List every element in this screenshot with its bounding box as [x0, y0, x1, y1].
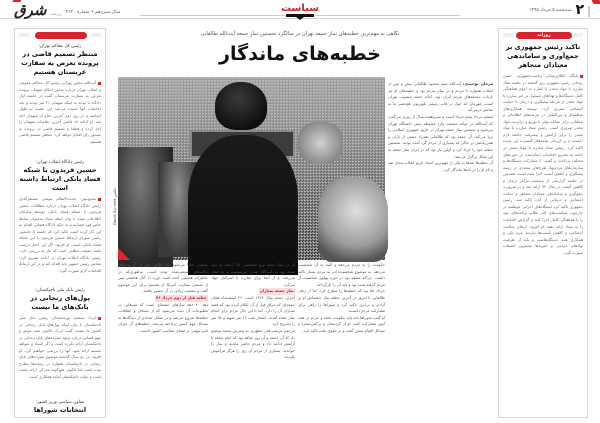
dot-pattern	[19, 33, 29, 37]
photo-credit-name: David Burnett	[112, 198, 117, 225]
news-item[interactable]	[19, 287, 101, 395]
news-item[interactable]	[19, 159, 101, 288]
article-paragraph: آن خطبه‌ها بعدها به یکی از مهم‌ترین اسناد تاریخ انقلاب تبدیل شد و نام او را در یادها ماندگار کرد.	[388, 160, 493, 172]
bullet-icon	[98, 198, 101, 201]
news-kicker: رئیس دادگاه انقلاب تهران:	[35, 160, 85, 165]
news-body	[19, 80, 101, 144]
news-headline[interactable]: انتخابات شوراها	[33, 406, 87, 414]
section-pointer-icon	[296, 17, 304, 20]
article-paragraph: آن در نماز جمعه تیرو شخصیتی که ازنجف به خود بسته بود به آیت‌الله مدنی می‌پیوست و به لبنان می‌رفت و از آنجا برای مبارزه با اسرائیل جهاد می‌کرد.	[211, 262, 295, 287]
bullet-icon	[98, 82, 101, 85]
date: سه‌شنبه ۵ مرداد ۱۳۹۵	[528, 7, 572, 13]
dot-pattern	[573, 33, 583, 37]
box-badge: روزانه	[516, 32, 572, 39]
masthead	[14, 1, 120, 18]
news-item[interactable]	[19, 43, 101, 144]
article-paragraph: عمومی فضا می‌شود. اما ظاهرا قبل از آن به‌خاطر حالت‌های منتشرشده بوده است. به‌طوری‌که در خاطرات هاشمی آمده است دوره ۱۱ آبان هاشمی پس از تسخیر سفارت آمریکا از تصمیم برای این موضوع گفت و جمعیت زیادی در آن حضور یافتند.	[118, 262, 208, 294]
article-column	[298, 262, 385, 418]
article-paragraph: ششم مرداد پنجم مرداد است و سی‌وهفت سال از روزی می‌گذرد که آیت‌الله در میانه جمعیت وارد محوطه چمن دانشگاه تهران می‌شود و نخستین نماز جمعه تهران در تاریخ جمهوری اسلامی را برپا می‌کند. آن جمعه بود که طالقانی همراه جمعی از یاران و همرزمانش در حالی که بسیاری از مردم گرد آمده بودند، نخستین خطبه خود را ایراد کرد و اولین بار بود که در ایران نماز جمعه به این شکل برگزار می‌شد.	[388, 113, 493, 159]
article-column	[211, 262, 295, 418]
photo-speaker-turban	[215, 82, 267, 130]
article-subheading: نماز جمعه بمباران	[259, 288, 294, 294]
article-paragraph: دهه ۷۰ دهه سازهای جمعه‌ای است که تیترهایی در مطبوعات آن دیده می‌شود که از مسائل و اتفاقات، خطبه‌ها شروع می‌شد و در مقابل تعدادی از دیدگاه‌ها به مسائل مهم کشور پرداخته می‌شد. خطبه‌های آن دوران تاثیر مهمی بر فضای سیاسی کشور داشت.	[118, 301, 208, 333]
news-body-text: بسیج‌نیوز: حجت‌الاسلام موسی غضنفرآبادی رئیس دادگاه انقلاب تهران درباره مطالبات حسین فریدون با شبکه فساد بانکی توسط سازمان اطلاعات سپاه با بیان اینکه سپاه به‌عنوان ضابط خاص قوه قضاییه و به حکم دادگاه قضایی اقدام به این کار کرده است تاکید کرد که جلسه با جانشین رئیس شورای ارتباط حسین فریدون با این شبکه فساد بانکی است. او افزود: اگر این اخبار درست باشد حقیقت مطلبی است که نیاز به بررسی دارد. رئیس دادگاه انقلاب تهران در ادامه تصریح کرد: شخص رئیس جمهور باید اقدام کند و در این ارتباط اقدامات لازم صورت گیرد.	[19, 196, 101, 274]
page-info	[529, 2, 584, 18]
article-paragraph: خرداد ۵۸ بود که خطبه‌ها را مطرح کرد. اما از زمان طالقانی تا امروز در آخرین خطبه نماز جمعه‌اش او بر آزادی و برابری تاکید کرد و شوراها را راهی برای مشارکت مردم دانست.	[298, 288, 385, 314]
header-divider	[588, 6, 590, 17]
article-deck: نگاهی به مهم‌ترین خطبه‌های نماز جمعه تهران در سالگرد نخستین نماز جمعه آیت‌الله طالقانی	[200, 31, 400, 37]
news-body	[503, 73, 583, 423]
article-author: مرجان توحیدی:	[462, 81, 493, 86]
news-headline[interactable]: حسین فریدون با شبکه فساد بانکی ارتباط داشته است	[19, 166, 101, 192]
article-subheading: خطبه قبل از دوم خرداد ۷۶	[155, 294, 207, 300]
news-headline[interactable]: تاکید رئیس جمهوری بر جمع‌آوری و ساماندهی معتادان متجاهر	[505, 43, 581, 69]
news-kicker: رئیس کل محاکم تهران:	[38, 44, 82, 49]
section-title: سیاست	[280, 3, 320, 14]
news-item[interactable]	[19, 399, 101, 418]
news-item[interactable]	[503, 43, 583, 423]
news-body-text: آیت‌الله عباس پورابی رئیس کل محاکم عمومی و انقلاب تهران درباره صدور احکام متهمان پرونده تعرض به سفارت عربستان گفت در جلسه اول دادگاه با توجه به اینکه متهمان ۴۱ نفر بودند و باید دفاعیات آنها شنیده می‌شد این جلسه به طول انجامید و در روز دوم آخرین دفاع از متهمان اخذ شد. او ادامه داد قاضی آخرین دفاعیات متهمان را اخذ کرده و قطعا و تصمیم قاضی در پرونده به تصدور رای اقدام خواهد کرد. منتظر تصمیم قاضی هستیم.	[19, 80, 101, 144]
paragraph-text: آیت‌الله سید محمود طالقانی پیش و پس از انقلاب همواره با مردم و در میان مردم بود و خطبه‌های او نیز بازتاب دغدغه‌های مردم ایران بود. امام جمعه منصوب تهران است، چهره‌ای که اینک در قاب رسمی تلویزیون هم‌عصر ما به نمایش درمی‌آید.	[388, 81, 493, 113]
news-headline[interactable]: پول‌های زنجانی در بانک‌های ما نیست	[30, 294, 90, 311]
article-paragraph: حکومت را به مردم می‌دهد و البته به آن شخصیت می‌دهد. به موضوع شخصیت‌دادن به مردم بسیار تاکید داشت. چراکه معتقد بود در دوره پهلوی شخصیت از مردم گرفته شده بود و باید آن را بازگرداند.	[298, 262, 385, 287]
issue-info: سال سیزدهم • شماره ۲۶۲۰	[65, 10, 121, 15]
news-kicker: معاون سیاسی وزیر کشور:	[35, 400, 85, 405]
article-column	[118, 262, 208, 418]
news-body-text: ایرنا: جمشید نورمحمداف رئیس بانک ملی تاجیکستان با بیان اینکه پول‌های بابک زنجانی در کشور ما نیست گفت ایران تاکنون سند موثق و مهم قضایی درباره وجود سپرده‌های بابک زنجانی در تاجیکستان ارائه نکرده است و اگر اسناد و شواهد مستند ارائه شود آنها را بررسی خواهیم کرد. او افزود: در دو سال گذشته موضوع سپرده‌های بابک زنجانی در تاجیکستان همواره در رسانه‌ها مطرح بوده است اما تاکنون هیچ‌گونه مدرکی ارائه نشده است و دولت تاجیکستان آماده همکاری است.	[19, 315, 101, 379]
news-body-text: پایگاه اطلاع‌رسانی ریاست‌جمهوری: حسن روحانی رئیس جمهوری روز گذشته در جلسه ستاد مبارزه با مواد مخدر با اشاره به لزوم هماهنگی کامل دستگاه‌ها و نهادهای مسئول در امر مبارزه با مواد مخدر از مرحله پیشگیری و درمان تا حمایت اجتماعی تصریح کرد: توسعه همکاری‌های منطقه‌ای و بین‌المللی در عرصه‌های اطلاعاتی و عملیاتی برای مقابله مؤثر با توزیع و ترانزیت مواد مخدر ضروری است. رئیس ستاد مبارزه با مواد مخدر را برای آرامش و پیشرفت جامعه لازم دانست و بر ارزیابی پیامدهای گسترده این پدیده تاکید کرد. رئیس ستاد مبارزه با مواد مخدر در ادامه به تشریح اقدامات انجام‌شده در حوزه‌های مختلف پرداخت و گفت: با مشارکت دستگاه‌ها و سازمان‌های مردم‌نهاد طرح‌های متعددی در زمینه پیشگیری و کاهش آسیب اجرا شده است. همچنین در جلسه گزارشی از وضعیت مراکز درمان و کاهش آسیب در سال ۹۴ ارائه شد و بر ضرورت جمع‌آوری و ساماندهی معتادان متجاهر و حمایت اجتماعی و درمانی از آنان تاکید شد. رئیس جمهوری تاکید کرد دستگاه‌های اجرایی موظفند در چارچوب سیاست‌های کلی نظام، برنامه‌های خود را با هماهنگی کامل اجرا کنند و گزارش اقدامات را به ستاد ارائه دهند. او افزود: ارتقای سلامت اجتماعی و کاهش آسیب‌ها نیازمند عزم ملی و همکاری همه دستگاه‌هاست و باید از ظرفیت نهادهای مردمی و خیریه‌ها بیشترین استفاده صورت گیرد.	[503, 73, 583, 255]
article-paragraph: او گفت شوراها باید پایه حکومت باشد و مردم در همه امور مشارکت کنند. او از کردستان و ترکمن‌صحرا و مسائل اقوام سخن گفت و بر حقوق ملت تاکید کرد.	[298, 314, 385, 333]
corner-accent	[590, 0, 600, 4]
dot-pattern	[91, 33, 101, 37]
page-number: ۲	[575, 2, 584, 18]
bullet-icon	[580, 75, 583, 78]
article-paragraph: آخرین جمعه سال ۱۳۶۴ است. ۲۶ اسفندماه همان جمعه‌ای که عراق قبل از آن اعلام کرده بود که قصد بمباران آن را دارد. اما با این حال مردم برای انجام نماز جمعه آمدند. انفجار بمب ۱۳ نفر شهید و ۹۸ نفر را مجروح کرد.	[211, 294, 295, 327]
news-kicker: رئیس بانک ملی تاجیکستان:	[35, 288, 85, 293]
photo-person	[318, 177, 388, 262]
photo-person	[298, 122, 343, 164]
newspaper-logo: شرق	[14, 1, 47, 19]
article-paragraph	[388, 81, 493, 114]
bullet-icon	[98, 317, 101, 320]
photo-speaker-body	[188, 135, 298, 275]
box-badge	[35, 32, 87, 39]
article-photo[interactable]	[118, 77, 385, 260]
news-body	[19, 196, 101, 288]
photo-credit-label: عکس:	[112, 186, 117, 198]
news-headline[interactable]: منتظر تصمیم قاضی در پرونده تعرض به سفارت عربستان هستیم	[21, 50, 99, 76]
right-news-box	[498, 28, 588, 418]
article-headline[interactable]: خطبه‌های ماندگار	[219, 43, 381, 65]
article-column	[388, 81, 493, 418]
photo-corner-accent	[118, 248, 130, 260]
logo-label: روزنامه	[50, 12, 62, 16]
news-body	[19, 315, 101, 395]
photo-credit	[112, 187, 117, 225]
left-news-box	[14, 28, 106, 418]
dot-pattern	[503, 33, 513, 37]
article-paragraph: مرحوم مرتضی‌قلی مطهری به پسرش سعید توضیح داد که آن جمعه و آن روز شاهد بود که امام جمعه با آرامش ادامه داد و مردم حاضر ماندند و نماز را خواندند. بسیاری از مردم آن روز را هرگز فراموش نکردند.	[211, 327, 295, 360]
